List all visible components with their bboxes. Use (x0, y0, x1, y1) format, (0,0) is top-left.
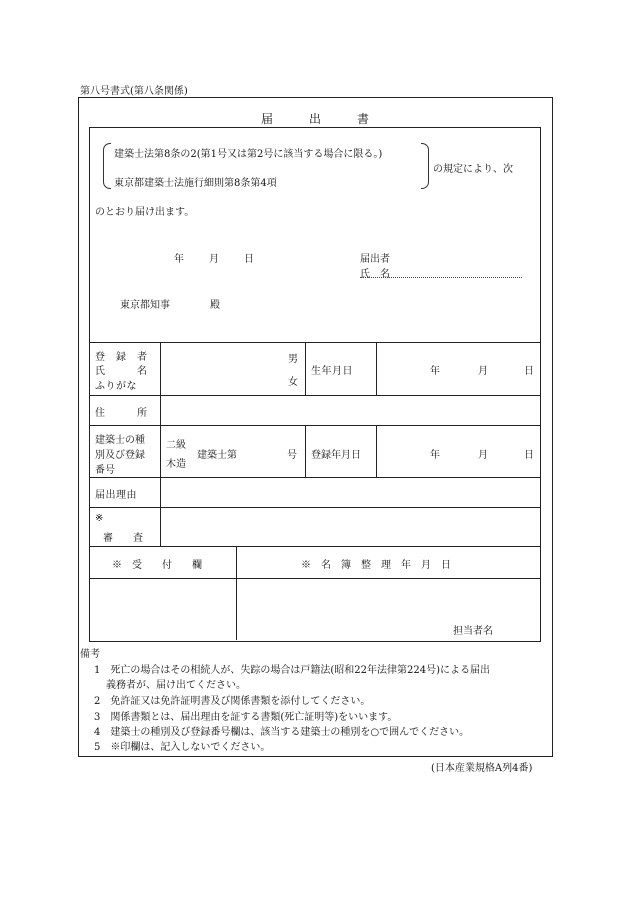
type-mokuzo[interactable]: 木造 (166, 459, 186, 470)
registrant-label: 登 録 者 (95, 352, 148, 363)
table-divider-reg-left (305, 425, 306, 477)
register-date-label: ※ 名 簿 整 理 年 月 日 (301, 560, 451, 571)
review-mark: ※ (95, 513, 104, 524)
jis-standard-label: (日本産業規格A列4番) (431, 763, 533, 774)
registrant-name-label: 氏 名 (95, 366, 148, 377)
table-line-1 (89, 342, 540, 343)
note-2: 2 免許証又は免許証明書及び関係書類を添付してください。 (94, 696, 371, 707)
left-brace (103, 143, 111, 189)
notes-heading: 備考 (80, 649, 100, 660)
gender-female[interactable]: 女 (288, 377, 298, 388)
gender-male[interactable]: 男 (288, 354, 298, 365)
table-divider-reg-right (376, 425, 377, 477)
addressee-honorific: 殿 (210, 300, 220, 311)
birth-year: 年 (430, 366, 440, 377)
registration-number-suffix: 号 (287, 450, 297, 461)
registration-date-label: 登録年月日 (311, 450, 361, 461)
note-4: 4 建築士の種別及び登録番号欄は、該当する建築士の種別を○で囲んでください。 (94, 727, 470, 738)
reason-label: 届出理由 (95, 490, 137, 501)
architect-type-label-1: 建築士の種 (95, 435, 145, 446)
type-nikyu[interactable]: 二級 (166, 440, 186, 451)
table-line-2 (89, 395, 540, 396)
table-line-7 (89, 578, 540, 579)
date-month: 月 (209, 254, 219, 265)
birth-day: 日 (524, 366, 534, 377)
registration-number-prefix: 建築士第 (197, 450, 237, 461)
applicant-name-label: 氏 名 (360, 269, 390, 280)
review-label: 審 査 (103, 533, 143, 544)
intro-line-2: のとおり届け出ます。 (95, 207, 195, 218)
table-line-6 (89, 546, 540, 547)
table-line-4 (89, 477, 540, 478)
table-label-divider (160, 342, 161, 546)
applicant-name-field[interactable] (360, 277, 522, 278)
reg-year: 年 (430, 450, 440, 461)
note-1b: 義務者が、届け出てください。 (106, 680, 246, 691)
architect-type-label-3: 番号 (95, 465, 115, 476)
applicant-label: 届出者 (360, 254, 390, 265)
receipt-column-label: ※ 受 付 欄 (112, 560, 202, 571)
table-divider-bottom (236, 546, 237, 640)
intro-suffix: の規定により、次 (433, 164, 513, 175)
table-divider-birth-right (376, 342, 377, 395)
reg-month: 月 (478, 450, 488, 461)
birth-date-label: 生年月日 (311, 366, 353, 377)
note-3: 3 関係書類とは、届出理由を証する書類(死亡証明等)をいいます。 (94, 712, 398, 723)
staff-name-label: 担当者名 (453, 626, 493, 637)
note-5: 5 ※印欄は、記入しないでください。 (94, 742, 271, 753)
right-brace (421, 143, 429, 189)
form-title: 届 出 書 (260, 112, 369, 126)
address-label: 住 所 (95, 408, 148, 419)
architect-type-label-2: 別及び登録 (95, 450, 145, 461)
table-line-3 (89, 425, 540, 426)
furigana-label: ふりがな (95, 381, 137, 392)
law-reference-2: 東京都建築士法施行細則第8条第4項 (114, 178, 277, 189)
table-divider-birth-left (305, 342, 306, 395)
date-day: 日 (244, 254, 254, 265)
date-year: 年 (174, 254, 184, 265)
note-1a: 1 死亡の場合はその相続人が、失踪の場合は戸籍法(昭和22年法律第224号)による届出 (94, 665, 490, 676)
form-number-label: 第八号書式(第八条関係) (80, 86, 188, 97)
law-reference-1: 建築士法第8条の2(第1号又は第2号に該当する場合に限る。) (114, 149, 383, 160)
birth-month: 月 (478, 366, 488, 377)
addressee-governor: 東京都知事 (120, 300, 170, 311)
reg-day: 日 (524, 450, 534, 461)
table-line-5 (89, 507, 540, 508)
